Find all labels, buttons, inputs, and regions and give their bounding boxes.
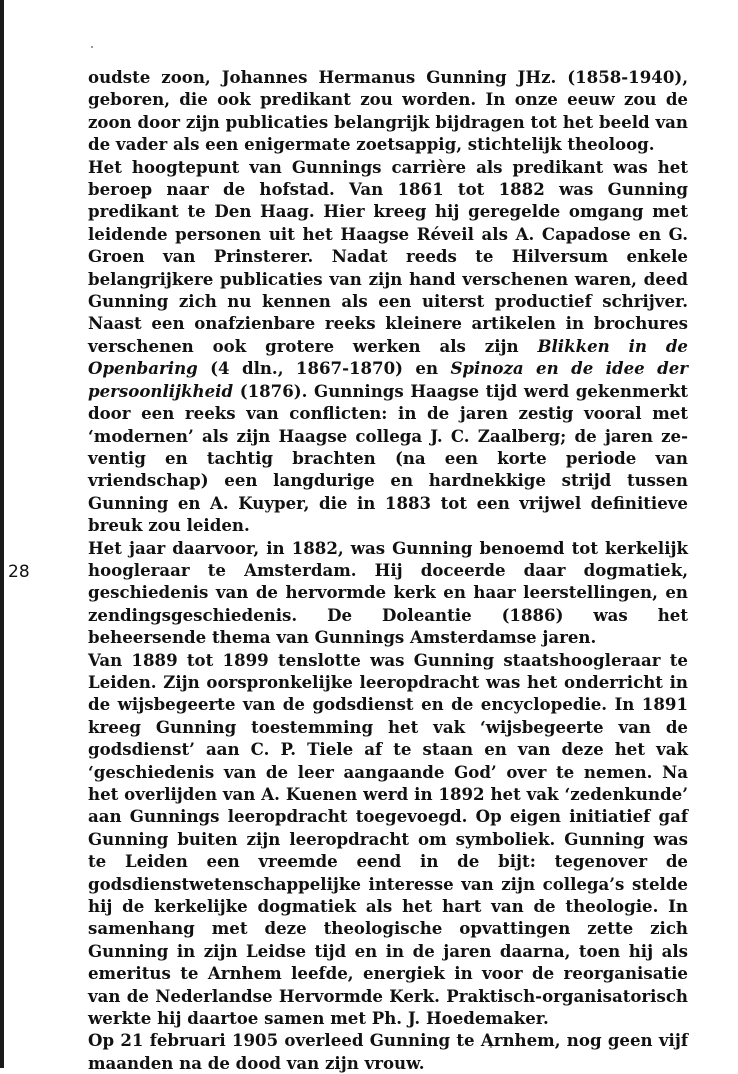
paragraph-2-text-c: (1876). Gunnings Haagse tijd werd gekenmerkt door een reeks van conflicten: in de jaren zestig vooral met ‘modernen’ als zijn Haagse collega J. C. Zaalberg; de jaren zeventig en tachtig brachten (na een korte periode van vriendschap) een langdurige en hardnekkige strijd tussen Gunning en A. Kuyper, die in 1883 tot een vrijwel definitieve breuk zou leiden.: [88, 380, 688, 536]
body-text: [88, 66, 688, 1074]
scan-speck: [91, 46, 93, 48]
paragraph-4: [88, 649, 688, 1030]
paragraph-1-text: oudste zoon, Johannes Hermanus Gunning JHz. (1858-1940), geboren, die ook predikant zou worden. In onze eeuw zou de zoon door zijn publicaties belangrijk bijdragen tot het beeld van de vader als een enigermate zoetsappig, stichtelijk theoloog.: [88, 67, 688, 155]
book-title-spinoza: Spinoza en de idee der persoonlijkheid: [88, 358, 688, 401]
paragraph-4-text: Van 1889 tot 1899 tenslotte was Gunning staatshoogleraar te Leiden. Zijn oorspronkelijke leeropdracht was het onderricht in de wijsbegeerte van de godsdienst en de encyclopedie. In 1891 kreeg Gunning toestemming het vak ‘wijsbegeerte van de godsdienst’ aan C. P. Tiele af te staan en van deze het vak ‘geschiedenis van de leer aangaande God’ over te nemen. Na het overlijden van A. Kuenen werd in 1892 het vak ‘zedenkunde’ aan Gunnings leeropdracht toegevoegd. Op eigen initiatief gaf Gunning buiten zijn leeropdracht om symboliek. Gunning was te Leiden een vreemde eend in de bijt: tegenover de godsdienstwetenschappelijke interesse van zijn collega’s stelde hij de kerkelijke dogmatiek als het hart van de theologie. In samenhang met deze theologische opvattingen zette zich Gunning in zijn Leidse tijd en in de jaren daarna, toen hij als emeritus te Arnhem leefde, energiek in voor de reorganisatie van de Nederlandse Hervormde Kerk. Praktisch-organisatorisch werkte hij daartoe samen met Ph. J. Hoedemaker.: [88, 649, 688, 1029]
paragraph-1: [88, 66, 688, 156]
paragraph-3-text: Het jaar daarvoor, in 1882, was Gunning benoemd tot kerkelijk hoogleraar te Amsterdam. Hij doceerde daar dogmatiek, geschiedenis van de hervormde kerk en haar leerstellingen, en zendingsgeschiedenis. De Doleantie (1886) was het beheersende thema van Gunnings Amsterdamse jaren.: [88, 537, 688, 648]
paragraph-5-text: Op 21 februari 1905 overleed Gunning te Arnhem, nog geen vijf maanden na de dood van zijn vrouw.: [88, 1030, 688, 1073]
paragraph-2-text-a: Het hoogtepunt van Gunnings carrière als predikant was het beroep naar de hofstad. Van 1861 tot 1882 was Gunning predikant te Den Haag. Hier kreeg hij geregelde omgang met leidende personen uit het Haagse Réveil als A. Capadose en G. Groen van Prinsterer. Nadat reeds te Hilversum enkele belangrijkere publicaties van zijn hand verschenen waren, deed Gunning zich nu kennen als een uiterst productief schrijver. Naast een onafzienbare reeks kleinere artikelen in brochures verschenen ook grotere werken als zijn: [88, 156, 688, 356]
paragraph-2: [88, 156, 688, 537]
page-binding-edge: [0, 0, 4, 1068]
paragraph-2-text-b: (4 dln., 1867-1870) en: [197, 358, 451, 379]
book-title-blikken: Blikken in de Openbaring: [88, 335, 688, 379]
paragraph-3: [88, 537, 688, 649]
page-number: 28: [8, 562, 30, 582]
paragraph-5: [88, 1029, 688, 1074]
